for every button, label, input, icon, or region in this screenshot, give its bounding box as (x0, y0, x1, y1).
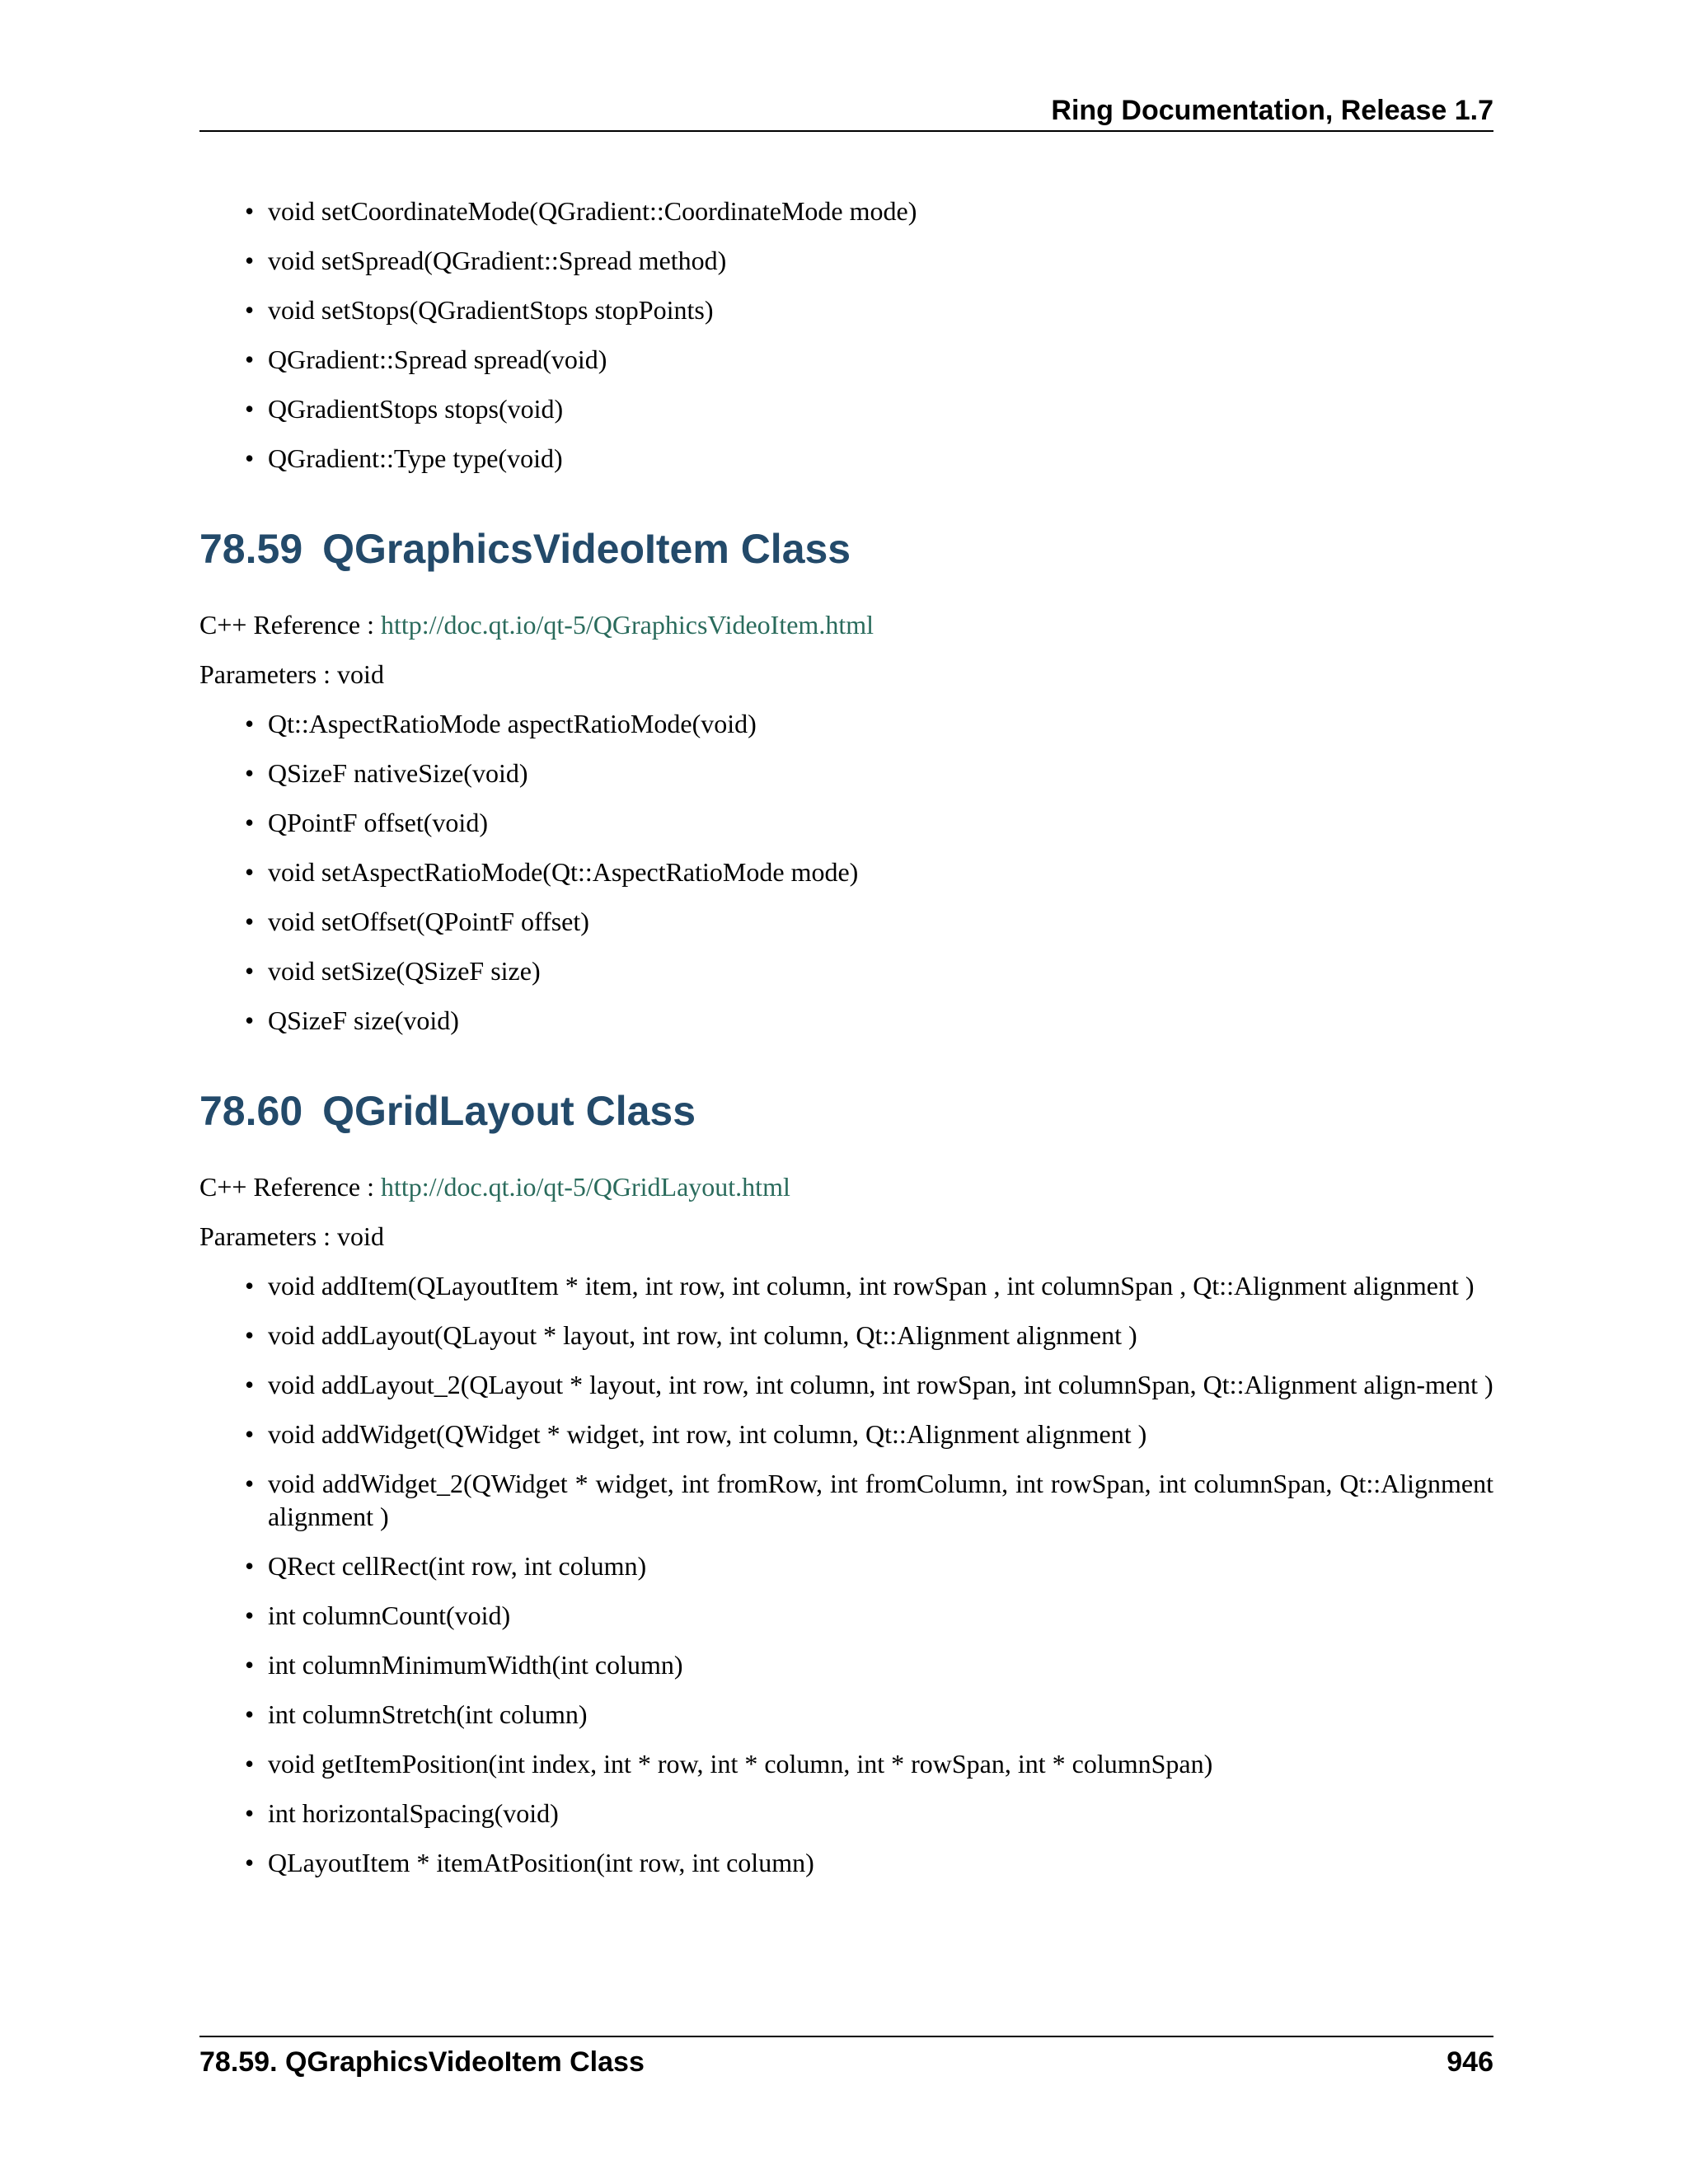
cpp-reference (199, 608, 1493, 641)
parameters-line (199, 658, 1493, 691)
list-item: • void setOffset(QPointF offset) (268, 905, 1493, 938)
header-rule (199, 130, 1493, 132)
section-title: QGridLayout Class (322, 1088, 696, 1134)
section-number: 78.60 (199, 1088, 303, 1134)
footer-rule (199, 2036, 1493, 2037)
parameters-label: Parameters : (199, 659, 331, 689)
parameters-label: Parameters : (199, 1221, 331, 1251)
list-item: • void setSize(QSizeF size) (268, 954, 1493, 987)
list-item: • QPointF offset(void) (268, 806, 1493, 839)
list-item: • void setCoordinateMode(QGradient::CoordinateMode mode) (268, 194, 1493, 227)
section-heading-qgraphicsvideoitem (199, 524, 1493, 574)
cpp-reference (199, 1170, 1493, 1203)
list-item: • void addLayout_2(QLayout * layout, int row, int column, int rowSpan, int columnSpan, Qt::Alignment align-ment ) (268, 1368, 1493, 1401)
parameters-value: void (337, 659, 384, 689)
list-item: • QRect cellRect(int row, int column) (268, 1549, 1493, 1582)
list-item: • void addWidget(QWidget * widget, int row, int column, Qt::Alignment alignment ) (268, 1418, 1493, 1451)
section-number: 78.59 (199, 526, 303, 572)
list-item: • QLayoutItem * itemAtPosition(int row, int column) (268, 1846, 1493, 1879)
cpp-reference-label: C++ Reference : (199, 1172, 374, 1202)
list-item: • QGradient::Type type(void) (268, 442, 1493, 475)
footer-section-title: 78.59. QGraphicsVideoItem Class (199, 2046, 645, 2078)
page-content (199, 194, 1493, 1896)
parameters-value: void (337, 1221, 384, 1251)
list-item: • void addLayout(QLayout * layout, int row, int column, Qt::Alignment alignment ) (268, 1319, 1493, 1352)
list-item: • QGradient::Spread spread(void) (268, 343, 1493, 376)
list-item: • QSizeF size(void) (268, 1004, 1493, 1037)
cpp-reference-label: C++ Reference : (199, 610, 374, 640)
list-item: • QGradientStops stops(void) (268, 392, 1493, 425)
cpp-reference-link[interactable]: http://doc.qt.io/qt-5/QGraphicsVideoItem.html (381, 610, 874, 640)
section-heading-qgridlayout (199, 1086, 1493, 1136)
list-item: • void addItem(QLayoutItem * item, int row, int column, int rowSpan , int columnSpan , Qt::Alignment alignment ) (268, 1269, 1493, 1302)
parameters-line (199, 1220, 1493, 1253)
section-title: QGraphicsVideoItem Class (322, 526, 851, 572)
method-list-continued (199, 194, 1493, 475)
method-list-qgraphicsvideoitem (199, 707, 1493, 1037)
list-item: • void setAspectRatioMode(Qt::AspectRatioMode mode) (268, 855, 1493, 888)
method-list-qgridlayout (199, 1269, 1493, 1879)
list-item: • int horizontalSpacing(void) (268, 1797, 1493, 1830)
list-item: • void getItemPosition(int index, int * row, int * column, int * rowSpan, int * columnSpan) (268, 1747, 1493, 1780)
list-item: • int columnCount(void) (268, 1599, 1493, 1632)
list-item: • int columnStretch(int column) (268, 1698, 1493, 1731)
page-number: 946 (1447, 2046, 1493, 2078)
list-item: • Qt::AspectRatioMode aspectRatioMode(void) (268, 707, 1493, 740)
list-item: • void setStops(QGradientStops stopPoints) (268, 293, 1493, 326)
running-header: Ring Documentation, Release 1.7 (1051, 95, 1493, 126)
list-item: • int columnMinimumWidth(int column) (268, 1648, 1493, 1681)
list-item: • void addWidget_2(QWidget * widget, int fromRow, int fromColumn, int rowSpan, int columnSpan, Qt::Alignment alignment ) (268, 1467, 1493, 1533)
running-footer (199, 2044, 1493, 2080)
list-item: • QSizeF nativeSize(void) (268, 757, 1493, 790)
document-page (199, 0, 1493, 2184)
list-item: • void setSpread(QGradient::Spread method) (268, 244, 1493, 277)
cpp-reference-link[interactable]: http://doc.qt.io/qt-5/QGridLayout.html (381, 1172, 790, 1202)
